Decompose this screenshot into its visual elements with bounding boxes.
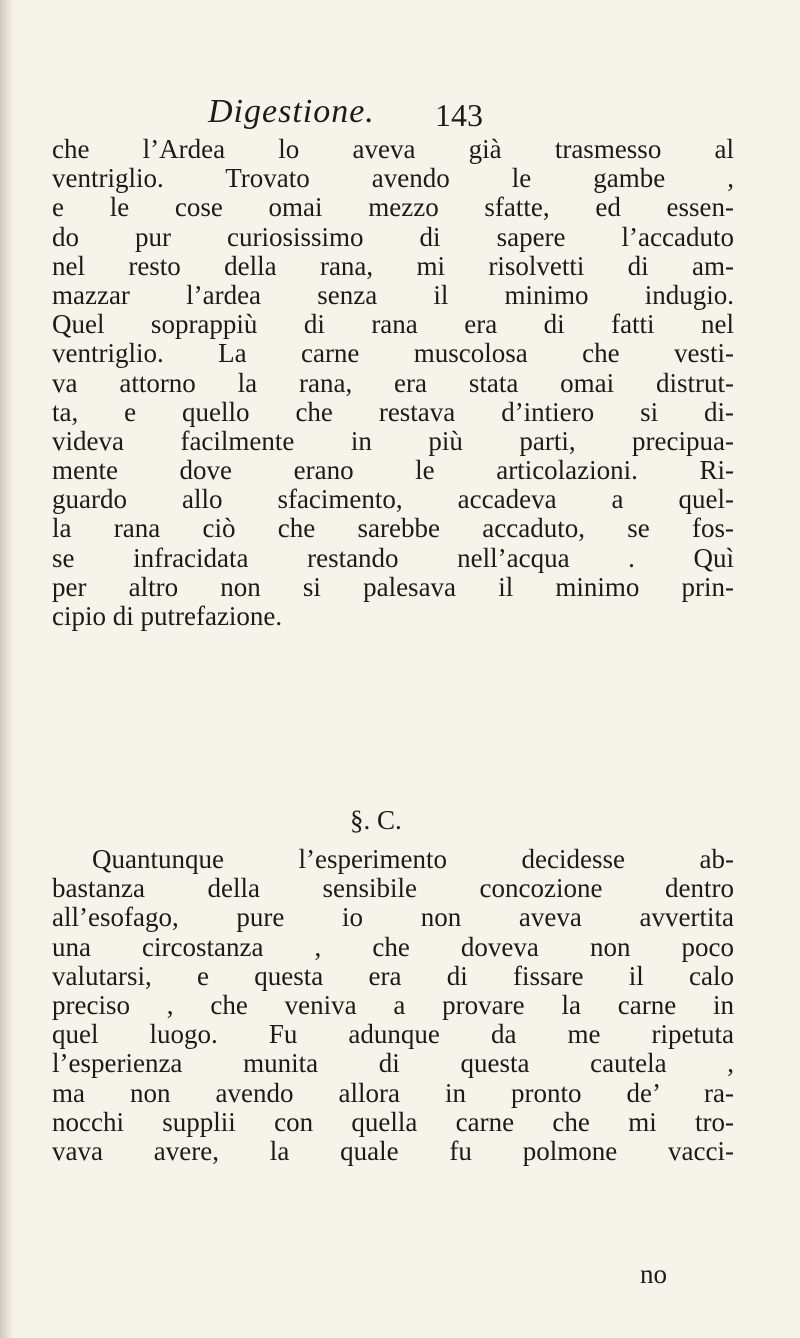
text-line: guardo allo sfacimento, accadeva a quel- — [52, 484, 734, 515]
text-line: ta, e quello che restava d’intiero si di- — [52, 396, 734, 427]
text-line: videva facilmente in più parti, precipua- — [52, 425, 734, 456]
text-line: se infracidata restando nell’acqua . Quì — [52, 542, 734, 573]
paragraph-2 — [52, 845, 734, 1166]
text-line: Quel soprappiù di rana era di fatti nel — [52, 309, 734, 340]
page-number: 143 — [435, 97, 483, 133]
text-line: bastanza della sensibile concozione dentro — [52, 873, 734, 904]
text-line: e le cose omai mezzo sfatte, ed essen- — [52, 192, 734, 223]
text-line: do pur curiosissimo di sapere l’accaduto — [52, 221, 734, 252]
paragraph-1 — [52, 135, 734, 631]
text-line: ma non avendo allora in pronto de’ ra- — [52, 1077, 734, 1108]
section-heading: §. C. — [350, 805, 402, 835]
text-line: Quantunque l’esperimento decidesse ab- — [92, 844, 734, 874]
text-line: ventriglio. La carne muscolosa che vesti- — [52, 338, 734, 369]
text-line: per altro non si palesava il minimo prin- — [52, 571, 734, 602]
text-line: cipio di putrefazione. — [52, 601, 283, 631]
text-line: una circostanza , che doveva non poco — [52, 931, 734, 962]
text-line: l’esperienza munita di questa cautela , — [52, 1048, 734, 1079]
text-line: nocchi supplii con quella carne che mi tro- — [52, 1106, 734, 1137]
text-line: quel luogo. Fu adunque da me ripetuta — [52, 1019, 734, 1050]
text-line: mazzar l’ardea senza il minimo indugio. — [52, 279, 734, 310]
catchword: no — [640, 1259, 667, 1289]
text-line: nel resto della rana, mi risolvetti di am- — [52, 250, 734, 281]
text-line: valutarsi, e questa era di fissare il calo — [52, 960, 734, 991]
text-line: che l’Ardea lo aveva già trasmesso al — [52, 134, 734, 164]
page-header — [0, 93, 800, 133]
text-line: la rana ciò che sarebbe accaduto, se fos- — [52, 513, 734, 544]
text-line: vava avere, la quale fu polmone vacci- — [52, 1135, 734, 1166]
text-line: va attorno la rana, era stata omai distrut- — [52, 367, 734, 398]
running-head: Digestione. — [208, 93, 375, 130]
text-line: mente dove erano le articolazioni. Ri- — [52, 455, 734, 486]
text-line: preciso , che veniva a provare la carne in — [52, 989, 734, 1020]
text-line: ventriglio. Trovato avendo le gambe , — [52, 163, 734, 194]
text-line: all’esofago, pure io non aveva avvertita — [52, 902, 734, 933]
page-gutter-shadow — [0, 0, 14, 1338]
